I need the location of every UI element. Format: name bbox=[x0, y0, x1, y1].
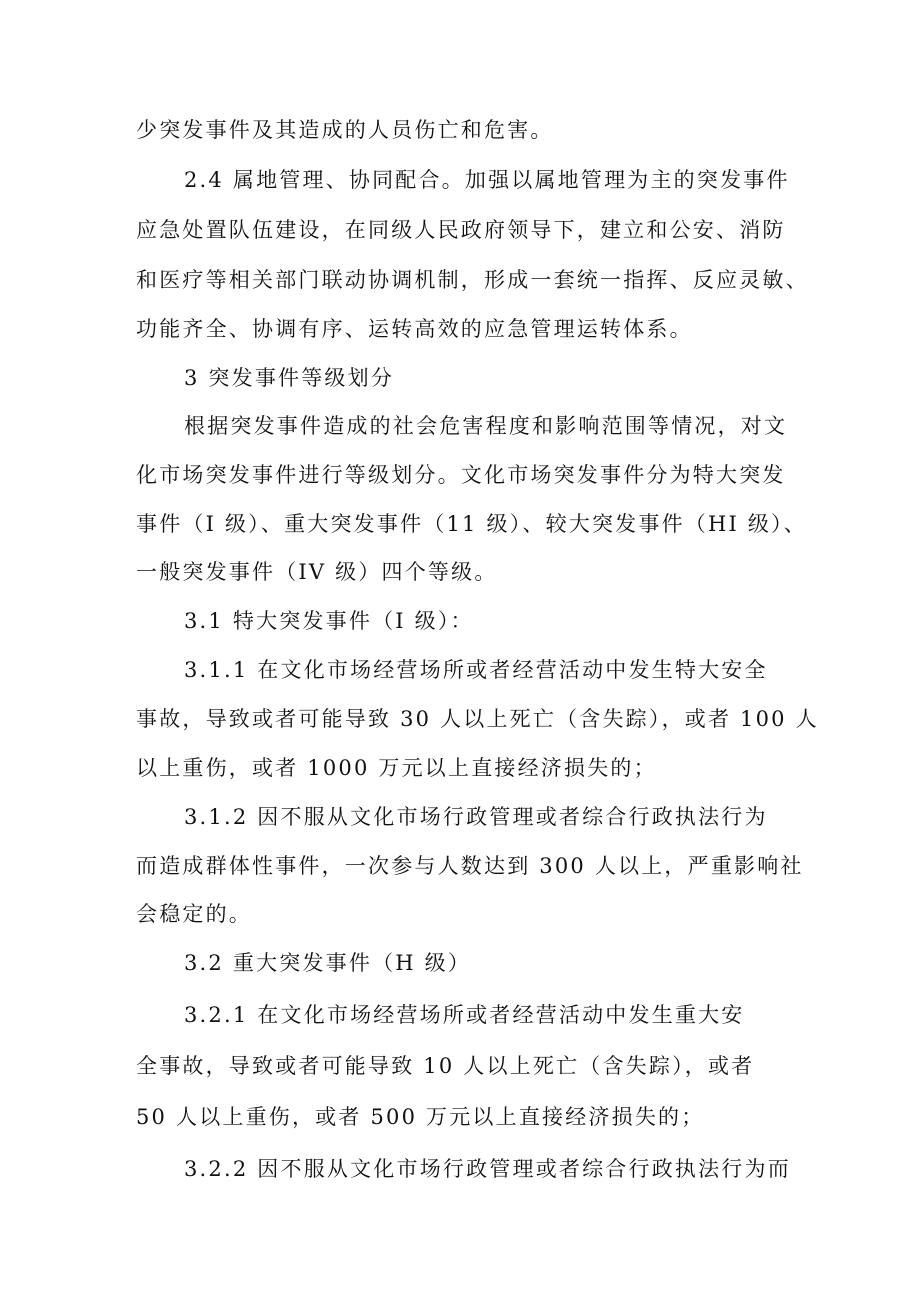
text-line: 会稳定的。 bbox=[136, 902, 252, 926]
text-line: 以上重伤，或者 1000 万元以上直接经济损失的； bbox=[136, 756, 657, 780]
text-line: 和医疗等相关部门联动协调机制，形成一套统一指挥、反应灵敏、 bbox=[136, 268, 809, 292]
text-line: 3.2.1 在文化市场经营场所或者经营活动中发生重大安 bbox=[184, 1003, 745, 1027]
text-line: 而造成群体性事件，一次参与人数达到 300 人以上，严重影响社 bbox=[136, 854, 804, 878]
text-line: 3.1.2 因不服从文化市场行政管理或者综合行政执法行为 bbox=[184, 805, 768, 829]
text-line: 一般突发事件（IV 级）四个等级。 bbox=[136, 560, 498, 584]
text-line: 少突发事件及其造成的人员伤亡和危害。 bbox=[136, 118, 554, 142]
section-heading: 3 突发事件等级划分 bbox=[184, 366, 395, 390]
text-line: 3.1.1 在文化市场经营场所或者经营活动中发生特大安全 bbox=[184, 658, 768, 682]
subsection-heading: 3.2 重大突发事件（H 级） bbox=[184, 951, 472, 975]
text-line: 功能齐全、协调有序、运转高效的应急管理运转体系。 bbox=[136, 317, 693, 341]
text-line: 2.4 属地管理、协同配合。加强以属地管理为主的突发事件 bbox=[184, 168, 790, 192]
text-line: 3.2.2 因不服从文化市场行政管理或者综合行政执法行为而 bbox=[184, 1157, 791, 1181]
subsection-heading: 3.1 特大突发事件（I 级）： bbox=[184, 609, 474, 633]
text-line: 事故，导致或者可能导致 30 人以上死亡（含失踪），或者 100 人 bbox=[136, 707, 819, 731]
text-line: 应急处置队伍建设，在同级人民政府领导下，建立和公安、消防 bbox=[136, 218, 786, 242]
text-line: 化市场突发事件进行等级划分。文化市场突发事件分为特大突发 bbox=[136, 463, 786, 487]
text-line: 50 人以上重伤，或者 500 万元以上直接经济损失的； bbox=[136, 1105, 705, 1129]
text-line: 事件（I 级）、重大突发事件（11 级）、较大突发事件（HI 级）、 bbox=[136, 512, 807, 536]
text-line: 根据突发事件造成的社会危害程度和影响范围等情况，对文 bbox=[184, 414, 788, 438]
text-line: 全事故，导致或者可能导致 10 人以上死亡（含失踪），或者 bbox=[136, 1054, 755, 1078]
